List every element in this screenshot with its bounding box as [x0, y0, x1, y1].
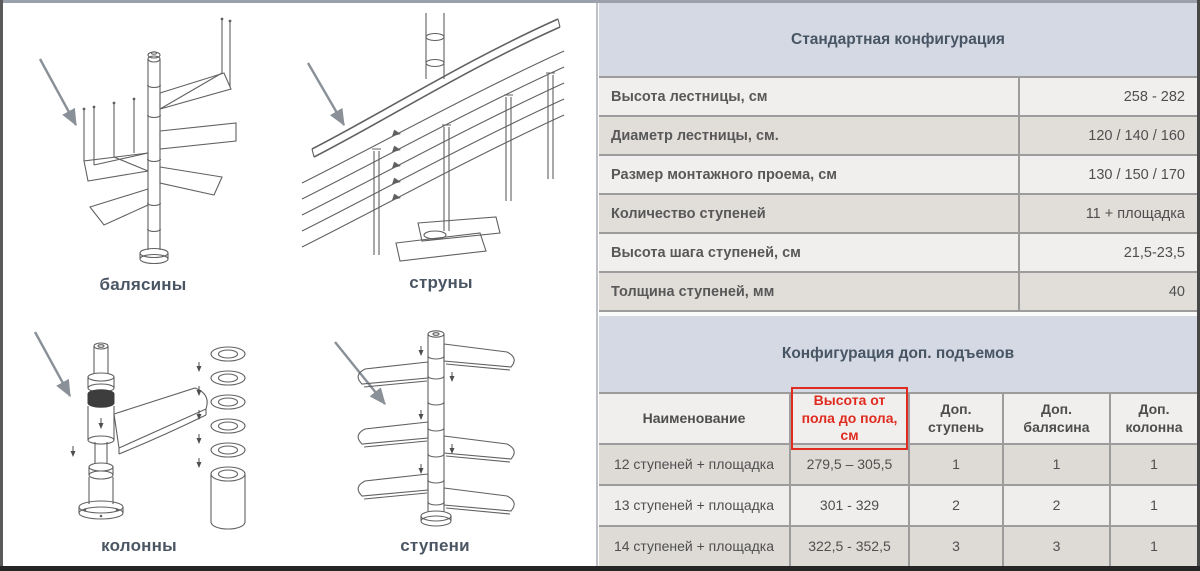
strings-label: струны [409, 273, 473, 292]
config-extra-step: 2 [910, 486, 1004, 525]
steps-label: ступени [400, 536, 470, 555]
spec-label: Высота лестницы, см [599, 78, 1020, 115]
standard-config-header [599, 3, 1197, 76]
table-row [599, 193, 1197, 232]
spec-label: Количество ступеней [599, 195, 1020, 232]
panel-divider [596, 3, 598, 566]
spec-value: 21,5-23,5 [1123, 244, 1185, 261]
config-name: 12 ступеней + площадка [599, 445, 791, 484]
additional-config-title: Конфигурация доп. подъемов [781, 345, 1015, 362]
column-header-extra-column-text: Доп. колонна [1125, 401, 1183, 435]
table-header-row [599, 392, 1197, 443]
table-row [599, 232, 1197, 271]
spec-value: 258 - 282 [1123, 88, 1185, 105]
column-header-extra-step-text: Доп. ступень [927, 401, 985, 435]
spec-tables-panel [599, 3, 1197, 567]
config-extra-baluster: 3 [1004, 527, 1111, 566]
config-height: 301 - 329 [791, 486, 910, 525]
table-row [599, 525, 1197, 566]
height-highlight-box: Высота от пола до пола, см [791, 387, 908, 450]
config-extra-baluster: 2 [1004, 486, 1111, 525]
columns-label: колонны [101, 536, 177, 555]
spec-value: 11 + площадка [1085, 205, 1185, 222]
column-header-extra-step [910, 394, 1004, 443]
config-extra-column: 1 [1150, 496, 1158, 513]
strings-diagram [298, 7, 568, 272]
steps-diagram [321, 318, 546, 536]
pointer-arrow-icon [35, 332, 70, 396]
column-header-extra-column [1111, 394, 1197, 443]
diagrams-panel [3, 3, 596, 566]
column-header-height [791, 394, 910, 443]
config-extra-column: 1 [1150, 455, 1158, 472]
config-height: 322,5 - 352,5 [791, 527, 910, 566]
column-header-extra-baluster [1004, 394, 1111, 443]
table-row [599, 76, 1197, 115]
spec-label: Размер монтажного проема, см [599, 156, 1020, 193]
table-row [599, 443, 1197, 484]
spec-label: Толщина ступеней, мм [599, 273, 1020, 310]
columns-diagram [23, 318, 278, 536]
table-row [599, 115, 1197, 154]
table-row [599, 484, 1197, 525]
pointer-arrow-icon [308, 63, 344, 125]
frame-border-top [0, 0, 1200, 3]
config-height: 279,5 – 305,5 [791, 445, 910, 484]
spec-value: 40 [1168, 283, 1185, 300]
column-header-name-text: Наименование [642, 409, 746, 426]
additional-config-header [599, 316, 1197, 392]
frame-border-left [0, 0, 3, 571]
config-name: 14 ступеней + площадка [599, 527, 791, 566]
config-name: 13 ступеней + площадка [599, 486, 791, 525]
column-header-extra-baluster-text: Доп. балясина [1023, 401, 1090, 435]
spec-value: 130 / 150 / 170 [1088, 166, 1185, 183]
config-extra-step: 1 [910, 445, 1004, 484]
config-extra-column: 1 [1150, 537, 1158, 554]
table-row [599, 271, 1197, 310]
spec-label: Диаметр лестницы, см. [599, 117, 1020, 154]
spec-label: Высота шага ступеней, см [599, 234, 1020, 271]
frame-border-bottom [0, 566, 1200, 571]
standard-config-title: Стандартная конфигурация [791, 30, 1005, 48]
spec-value: 120 / 140 / 160 [1088, 127, 1185, 144]
balusters-label: балясины [99, 275, 187, 294]
balusters-diagram [18, 7, 253, 272]
pointer-arrow-icon [40, 59, 76, 125]
config-extra-step: 3 [910, 527, 1004, 566]
config-extra-baluster: 1 [1004, 445, 1111, 484]
column-header-name [599, 394, 791, 443]
table-row [599, 154, 1197, 193]
